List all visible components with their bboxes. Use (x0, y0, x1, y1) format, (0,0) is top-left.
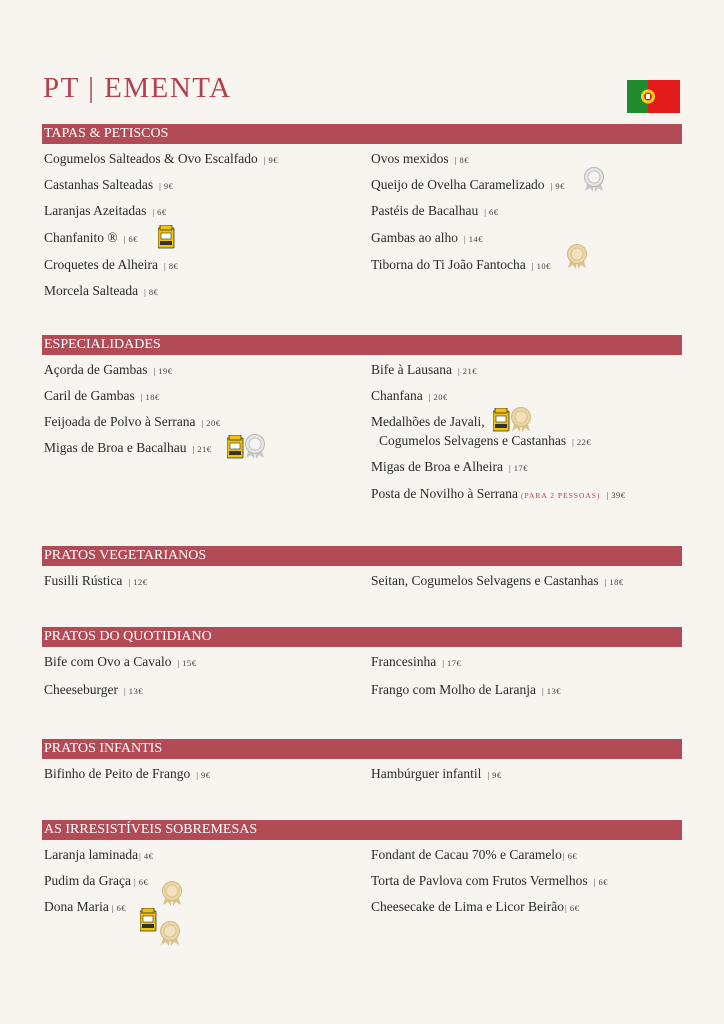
menu-item: Queijo de Ovelha Caramelizado | 9€ (371, 177, 565, 192)
silver-medal-icon (244, 434, 266, 460)
menu-item: Cheeseburger | 13€ (44, 682, 144, 697)
menu-item: Frango com Molho de Laranja | 13€ (371, 682, 562, 697)
menu-item: Cogumelos Salteados & Ovo Escalfado | 9€ (44, 151, 279, 166)
menu-item: Fondant de Cacau 70% e Caramelo| 6€ (371, 847, 578, 862)
section-header: PRATOS INFANTIS (42, 739, 682, 759)
menu-item: Posta de Novilho à Serrana (PARA 2 PESSOAS) | 39€ (371, 486, 626, 501)
menu-item: Caril de Gambas | 18€ (44, 388, 160, 403)
menu-item: Francesinha | 17€ (371, 654, 462, 669)
section-header: PRATOS DO QUOTIDIANO (42, 627, 682, 647)
section-infantis (42, 739, 682, 781)
menu-item: Croquetes de Alheira | 8€ (44, 257, 179, 272)
menu-item: Medalhões de Javali, (371, 414, 485, 429)
section-vegetarianos (42, 546, 682, 588)
menu-item: Fusilli Rústica | 12€ (44, 573, 148, 588)
gold-medal-icon (161, 881, 183, 907)
gold-medal-icon (566, 244, 588, 270)
portugal-flag-icon (627, 80, 680, 113)
menu-item: Gambas ao alho | 14€ (371, 230, 484, 245)
menu-item: Laranjas Azeitadas | 6€ (44, 203, 167, 218)
section-sobremesas (42, 820, 682, 914)
gold-medal-icon (510, 407, 532, 433)
gold-medal-icon (159, 921, 181, 947)
award-badge-icon (493, 408, 511, 434)
award-badge-icon (140, 908, 158, 934)
menu-item: Cheesecake de Lima e Licor Beirão| 6€ (371, 899, 580, 914)
section-header: TAPAS & PETISCOS (42, 124, 682, 144)
section-header: PRATOS VEGETARIANOS (42, 546, 682, 566)
menu-item: Castanhas Salteadas | 9€ (44, 177, 174, 192)
menu-item: Torta de Pavlova com Frutos Vermelhos | 6€ (371, 873, 608, 888)
menu-item: Seitan, Cogumelos Selvagens e Castanhas | 18€ (371, 573, 624, 588)
menu-item: Chanfana | 20€ (371, 388, 448, 403)
section-header: AS IRRESISTÍVEIS SOBREMESAS (42, 820, 682, 840)
award-badge-icon (227, 435, 245, 461)
menu-item: Bife com Ovo a Cavalo | 15€ (44, 654, 197, 669)
menu-item: Migas de Broa e Bacalhau | 21€ (44, 440, 212, 455)
section-quotidiano (42, 627, 682, 697)
award-badge-icon (158, 225, 176, 251)
menu-item: Dona Maria | 6€ (44, 899, 127, 914)
menu-item: Ovos mexidos | 8€ (371, 151, 469, 166)
menu-item: Bifinho de Peito de Frango | 9€ (44, 766, 211, 781)
silver-medal-icon (583, 167, 605, 193)
menu-item: Pudim da Graça | 6€ (44, 873, 149, 888)
section-especialidades (42, 335, 682, 501)
menu-item: Morcela Salteada | 8€ (44, 283, 159, 298)
section-header: ESPECIALIDADES (42, 335, 682, 355)
menu-item: Migas de Broa e Alheira | 17€ (371, 459, 529, 474)
menu-item: Hambúrguer infantil | 9€ (371, 766, 502, 781)
menu-item: Bife à Lausana | 21€ (371, 362, 478, 377)
menu-item: Laranja laminada| 4€ (44, 847, 154, 862)
page-title: PT | EMENTA (43, 72, 232, 104)
menu-item: Pastéis de Bacalhau | 6€ (371, 203, 499, 218)
menu-item: Feijoada de Polvo à Serrana | 20€ (44, 414, 221, 429)
menu-item: Açorda de Gambas | 19€ (44, 362, 173, 377)
menu-item: Chanfanito ® | 6€ (44, 230, 138, 245)
menu-item: Tiborna do Ti João Fantocha | 10€ (371, 257, 551, 272)
menu-item: Cogumelos Selvagens e Castanhas | 22€ (379, 433, 592, 448)
section-tapas (42, 124, 682, 298)
